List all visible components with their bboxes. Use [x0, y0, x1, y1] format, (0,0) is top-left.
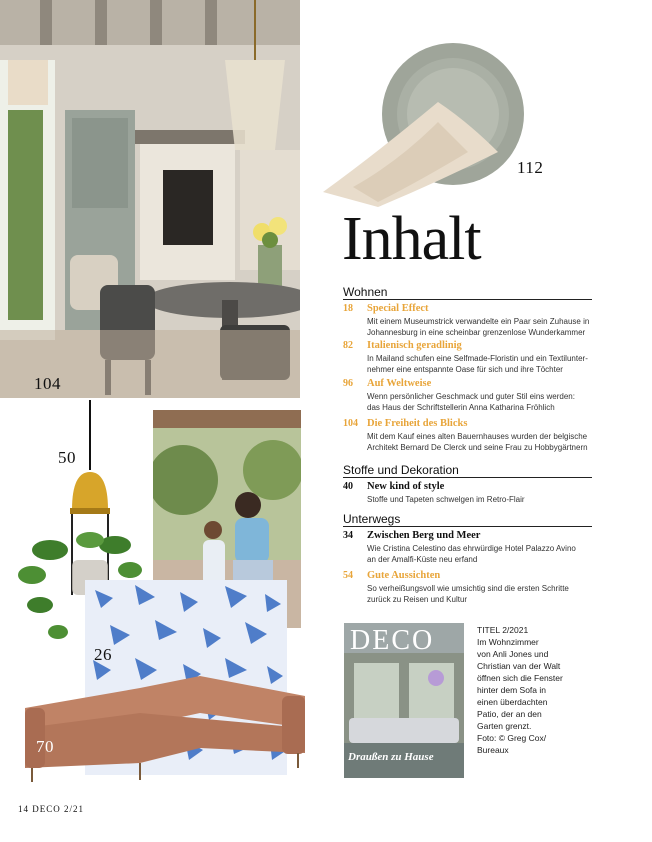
toc-page-number: 96 [343, 378, 353, 389]
toc-heading: New kind of style [367, 481, 445, 492]
toc-description-line: Stoffe und Tapeten schwelgen im Retro-Flair [367, 495, 525, 504]
toc-page-number: 54 [343, 570, 353, 581]
toc-description [367, 353, 607, 375]
toc-description [367, 391, 607, 413]
plates-illustration [318, 42, 528, 210]
section-rule [343, 299, 592, 300]
toc-description-line: In Mailand schufen eine Selfmade-Floristin und ein Textilunter- [367, 354, 588, 363]
section-title-stoffe: Stoffe und Dekoration [343, 463, 459, 477]
caption-line: Garten grenzt. [477, 721, 532, 731]
toc-description [367, 431, 607, 453]
caption-line: hinter dem Sofa in [477, 685, 546, 695]
caption-line: Christian van der Walt [477, 661, 561, 671]
toc-description-line: Mit dem Kauf eines alten Bauernhauses wurden der belgische [367, 432, 588, 441]
toc-description-line: Wenn persönlicher Geschmack und guter Stil eins werden: [367, 392, 575, 401]
caption-line: Im Wohnzimmer [477, 637, 539, 647]
toc-description-line: Architekt Bernard De Clerck und seine Frau zu Hobbygärtnern [367, 443, 588, 452]
toc-description-line: zurück zu Reisen und Kultur [367, 595, 468, 604]
toc-description-line: das Haus der Schriftstellerin Anna Katharina Fröhlich [367, 403, 555, 412]
caption-line: öffnen sich die Fenster [477, 673, 563, 683]
sofa-photo [20, 668, 312, 786]
page-title: Inhalt [342, 205, 481, 273]
caption-line: einen überdachten [477, 697, 548, 707]
caption-line: TITEL 2/2021 [477, 625, 529, 635]
cover-headline: Draußen zu Hause [348, 751, 434, 763]
toc-entry[interactable] [343, 378, 598, 410]
toc-description [367, 494, 607, 505]
page-number-plates: 112 [517, 158, 544, 177]
section-title-unterwegs: Unterwegs [343, 512, 401, 526]
caption-line: Foto: © Greg Cox/ [477, 733, 547, 743]
cover-masthead: DECO [350, 625, 435, 656]
magazine-cover[interactable] [344, 623, 464, 778]
toc-description-line: Wie Cristina Celestino das ehrwürdige Hotel Palazzo Avino [367, 544, 576, 553]
caption-line: Bureaux [477, 745, 509, 755]
section-title-wohnen: Wohnen [343, 285, 388, 299]
toc-page-number: 18 [343, 303, 353, 314]
page-number-lamp: 50 [58, 448, 76, 467]
caption-line: Patio, der an den [477, 709, 542, 719]
toc-heading: Die Freiheit des Blicks [367, 418, 468, 429]
plates-photo [318, 42, 528, 210]
sofa-illustration [20, 668, 312, 786]
toc-entry[interactable] [343, 570, 598, 602]
toc-entry[interactable] [343, 481, 598, 505]
section-rule [343, 526, 592, 527]
toc-description-line: Johannesburg in eine scheinbar grenzenlose Wunderkammer [367, 328, 586, 337]
toc-heading: Auf Weltweise [367, 378, 432, 389]
section-rule [343, 477, 592, 478]
toc-description-line: an der Amalfi-Küste neu erfand [367, 555, 478, 564]
toc-page-number: 40 [343, 481, 353, 492]
toc-description-line: nehmer eine entspannte Oase für sich und ihre Töchter [367, 365, 563, 374]
toc-page-number: 104 [343, 418, 358, 429]
toc-page-number: 82 [343, 340, 353, 351]
page-number-fabric: 26 [94, 645, 112, 664]
toc-entry[interactable] [343, 303, 598, 335]
page-number-interior: 104 [34, 374, 61, 393]
toc-description [367, 316, 607, 338]
toc-entry[interactable] [343, 418, 598, 450]
toc-description [367, 543, 607, 565]
toc-description-line: Mit einem Museumstrick verwandelte ein Paar sein Zuhause in [367, 317, 590, 326]
interior-photo [0, 0, 300, 398]
page-footer: 14 DECO 2/21 [18, 804, 84, 814]
caption-line: von Anli Jones und [477, 649, 549, 659]
cover-caption [477, 624, 585, 756]
interior-illustration [0, 0, 300, 398]
toc-heading: Zwischen Berg und Meer [367, 530, 481, 541]
page-number-sofa: 70 [36, 737, 54, 756]
toc-heading: Gute Aussichten [367, 570, 441, 581]
toc-page-number: 34 [343, 530, 353, 541]
toc-entry[interactable] [343, 530, 598, 562]
toc-description [367, 583, 607, 605]
toc-heading: Italienisch geradlinig [367, 340, 462, 351]
toc-entry[interactable] [343, 340, 598, 372]
toc-heading: Special Effect [367, 303, 429, 314]
toc-description-line: So verheißungsvoll wie umsichtig sind die ersten Schritte [367, 584, 569, 593]
